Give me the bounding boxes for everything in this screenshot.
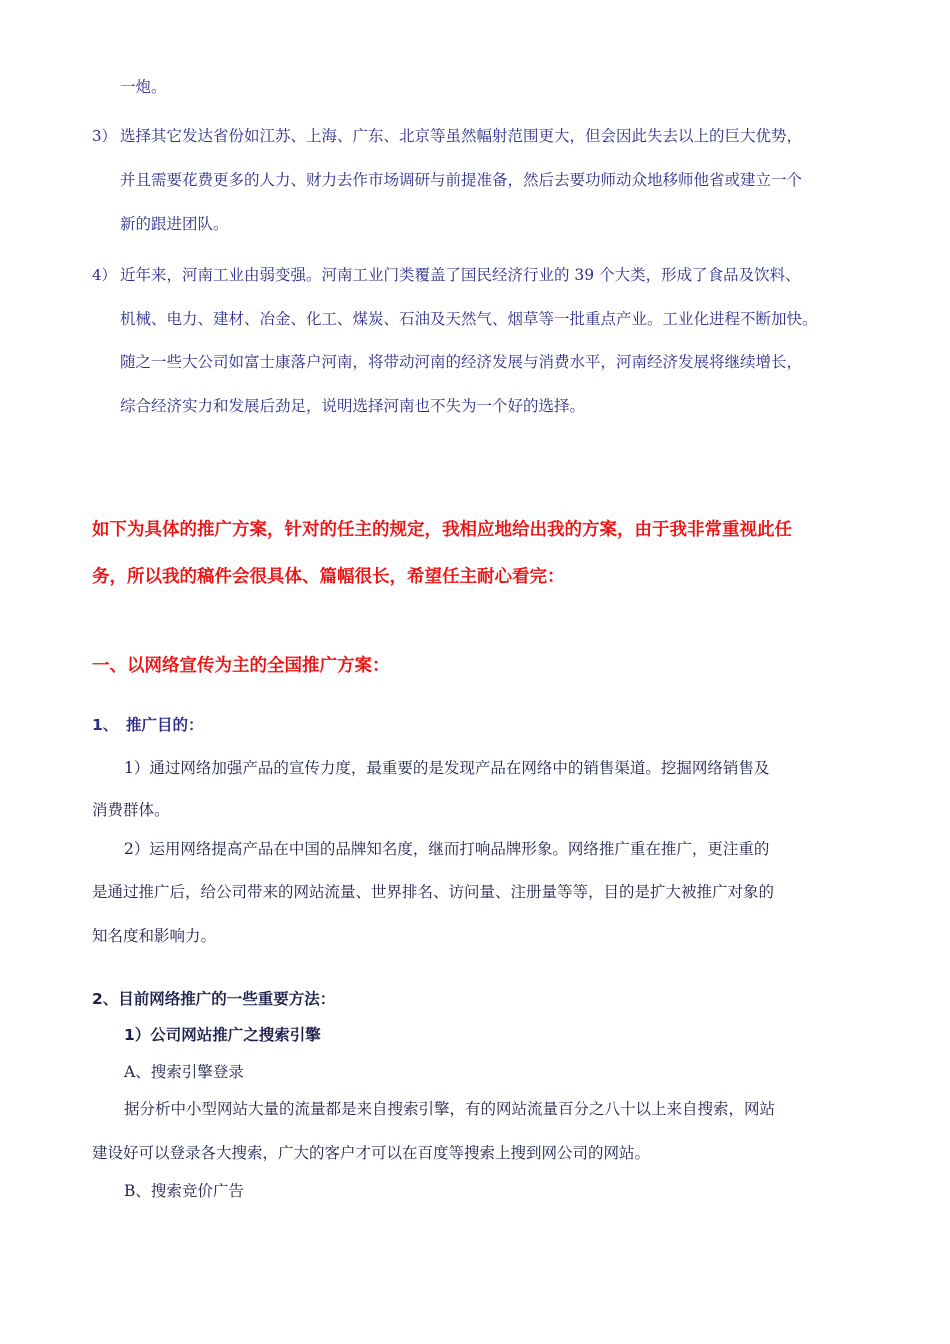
list-item-line: 近年来，河南工业由弱变强。河南工业门类覆盖了国民经济行业的 39 个大类，形成了食品及饮料、 xyxy=(120,266,801,284)
paragraph-line: 建设好可以登录各大搜索，广大的客户才可以在百度等搜索上搜到网公司的网站。 xyxy=(92,1144,651,1162)
subsection-heading: 2、目前网络推广的一些重要方法： xyxy=(92,990,336,1008)
notice-text: 务，所以我的稿件会很具体、篇幅很长，希望任主耐心看完： xyxy=(92,567,565,587)
paragraph-line: 知名度和影响力。 xyxy=(92,927,217,945)
subsection-heading: 推广目的： xyxy=(126,716,204,734)
list-item-line: 新的跟进团队。 xyxy=(120,215,229,233)
list-item-line: 并且需要花费更多的人力、财力去作市场调研与前提准备，然后去要功师动众地移师他省或建立一个 xyxy=(120,171,803,189)
paragraph-line: 据分析中小型网站大量的流量都是来自搜索引擎，有的网站流量百分之八十以上来自搜索，网站 xyxy=(124,1100,776,1118)
paragraph-line: 2）运用网络提高产品在中国的品牌知名度，继而打响品牌形象。网络推广重在推广，更注重的 xyxy=(124,840,770,858)
item-title: B、搜索竞价广告 xyxy=(124,1182,244,1200)
paragraph-line: 消费群体。 xyxy=(92,801,170,819)
list-item-line: 机械、电力、建材、冶金、化工、煤炭、石油及天然气、烟草等一批重点产业。工业化进程不断加快。 xyxy=(120,310,818,328)
section-title: 一、以网络宣传为主的全国推广方案： xyxy=(92,656,390,676)
paragraph-line: 是通过推广后，给公司带来的网站流量、世界排名、访问量、注册量等等，目的是扩大被推广对象的 xyxy=(92,883,775,901)
notice-text: 如下为具体的推广方案，针对的任主的规定，我相应地给出我的方案，由于我非常重视此任 xyxy=(92,520,792,540)
list-number: 3） xyxy=(92,127,117,145)
list-item-line: 综合经济实力和发展后劲足，说明选择河南也不失为一个好的选择。 xyxy=(120,397,586,415)
subsection-number: 1、 xyxy=(92,716,119,734)
sub-subsection-heading: 1）公司网站推广之搜索引擎 xyxy=(124,1026,321,1044)
fragment-text: 一炮。 xyxy=(120,78,167,96)
item-title: A、搜索引擎登录 xyxy=(124,1063,244,1081)
paragraph-line: 1）通过网络加强产品的宣传力度，最重要的是发现产品在网络中的销售渠道。挖掘网络销售及 xyxy=(124,759,770,777)
list-item-line: 随之一些大公司如富士康落户河南，将带动河南的经济发展与消费水平，河南经济发展将继续增长， xyxy=(120,353,803,371)
list-item-line: 选择其它发达省份如江苏、上海、广东、北京等虽然幅射范围更大，但会因此失去以上的巨大优势， xyxy=(120,127,803,145)
list-number: 4） xyxy=(92,266,117,284)
